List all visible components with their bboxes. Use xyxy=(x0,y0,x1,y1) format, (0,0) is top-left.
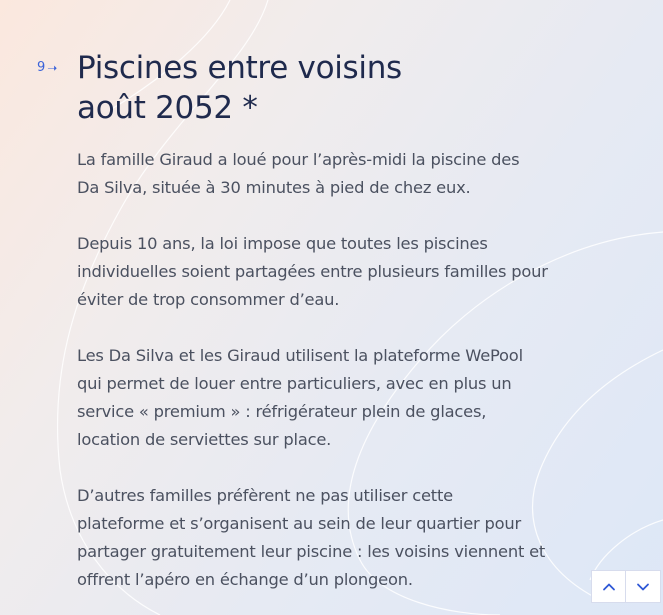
text-line: qui permet de louer entre particuliers, avec en plus un xyxy=(77,374,512,393)
text-line: individuelles soient partagées entre plusieurs familles pour xyxy=(77,262,548,281)
text-line: D’autres familles préfèrent ne pas utiliser cette xyxy=(77,486,453,505)
slide-number-label: 9 xyxy=(37,60,46,75)
text-line: Les Da Silva et les Giraud utilisent la plateforme WePool xyxy=(77,346,523,365)
text-line: partager gratuitement leur piscine : les voisins viennent et xyxy=(77,542,546,561)
body-text xyxy=(77,146,587,594)
text-line: offrent l’apéro en échange d’un plongeon. xyxy=(77,570,413,589)
page-title xyxy=(77,48,402,128)
chevron-up-icon xyxy=(602,580,616,594)
text-line: éviter de trop consommer d’eau. xyxy=(77,290,340,309)
text-line: Da Silva, située à 30 minutes à pied de chez eux. xyxy=(77,178,471,197)
text-line: location de serviettes sur place. xyxy=(77,430,332,449)
text-line: plateforme et s’organisent au sein de leur quartier pour xyxy=(77,514,521,533)
chevron-down-icon xyxy=(636,580,650,594)
text-line: service « premium » : réfrigérateur plein de glaces, xyxy=(77,402,487,421)
previous-slide-button[interactable] xyxy=(591,570,626,603)
next-slide-button[interactable] xyxy=(626,570,661,603)
title-line: août 2052 * xyxy=(77,90,258,126)
slide-number xyxy=(37,60,57,76)
arrow-right-icon: ➝ xyxy=(47,61,58,75)
text-line: La famille Giraud a loué pour l’après-midi la piscine des xyxy=(77,150,520,169)
text-line: Depuis 10 ans, la loi impose que toutes les piscines xyxy=(77,234,488,253)
slide-navigation xyxy=(591,570,661,603)
title-line: Piscines entre voisins xyxy=(77,50,402,86)
